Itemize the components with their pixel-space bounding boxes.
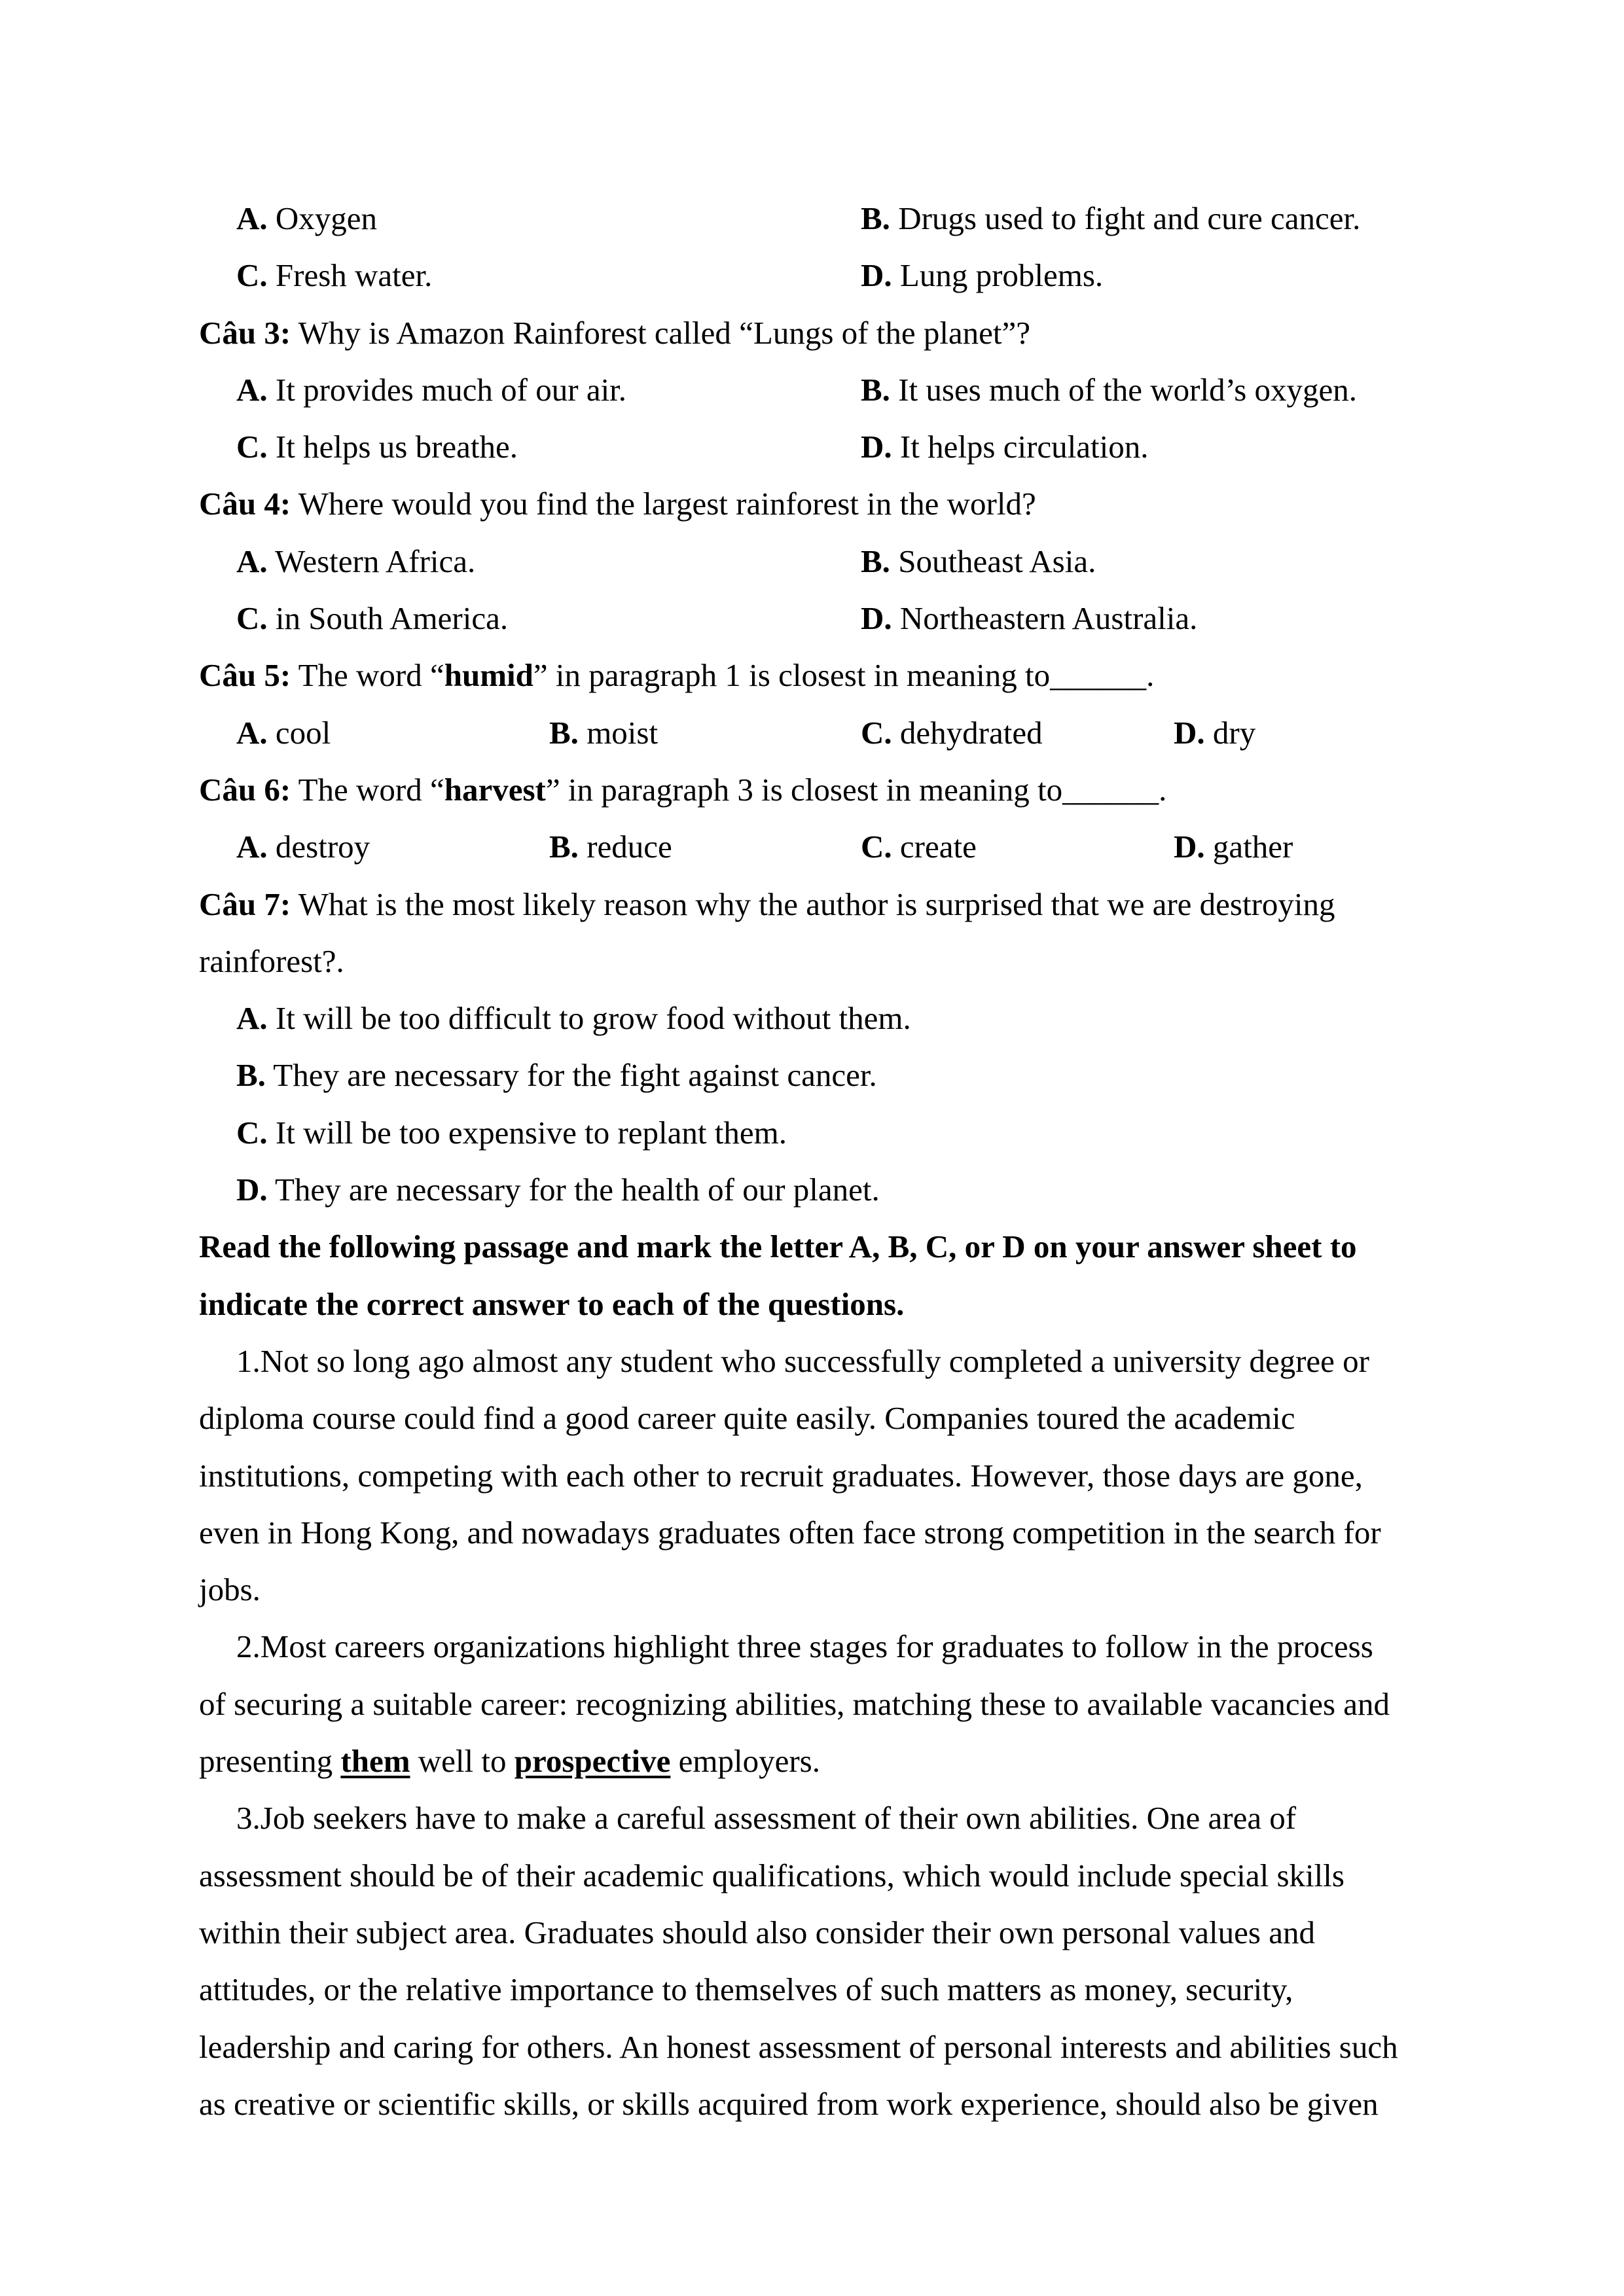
- option-d: D. Lung problems.: [861, 257, 1104, 294]
- passage-line: presenting them well to prospective employers.: [199, 1743, 820, 1780]
- passage-line: jobs.: [199, 1571, 261, 1608]
- option-a: A. cool: [236, 714, 331, 751]
- question-4: Câu 4: Where would you find the largest rainforest in the world?: [199, 486, 1036, 522]
- underlined-word-them: them: [340, 1743, 410, 1780]
- option-c: C. create: [861, 829, 977, 865]
- passage-line: assessment should be of their academic qualifications, which would include special skills: [199, 1857, 1344, 1893]
- option-a: A. It will be too difficult to grow food without them.: [236, 1000, 911, 1037]
- option-a: A. Oxygen: [236, 200, 378, 236]
- passage-line: attitudes, or the relative importance to themselves of such matters as money, security,: [199, 1971, 1293, 2008]
- instruction-line-1: Read the following passage and mark the letter A, B, C, or D on your answer sheet to: [199, 1229, 1357, 1265]
- underlined-word-prospective: prospective: [514, 1743, 671, 1780]
- option-c: C. dehydrated: [861, 714, 1043, 751]
- passage-line: as creative or scientific skills, or skills acquired from work experience, should also be given: [199, 2085, 1379, 2122]
- option-b: B. reduce: [549, 829, 672, 865]
- option-c: C. It will be too expensive to replant them.: [236, 1114, 787, 1151]
- option-a: A. Western Africa.: [236, 543, 476, 579]
- passage-line: of securing a suitable career: recognizing abilities, matching these to available vacancies and: [199, 1685, 1390, 1722]
- question-7-cont: rainforest?.: [199, 942, 344, 979]
- passage-line: institutions, competing with each other to recruit graduates. However, those days are gone,: [199, 1457, 1363, 1494]
- document-page: [0, 190, 1624, 2132]
- option-d: D. It helps circulation.: [861, 429, 1149, 465]
- passage-line: 3.Job seekers have to make a careful assessment of their own abilities. One area of: [236, 1800, 1297, 1837]
- option-a: A. It provides much of our air.: [236, 371, 627, 408]
- passage-line: within their subject area. Graduates should also consider their own personal values and: [199, 1914, 1315, 1950]
- option-d: D. Northeastern Australia.: [861, 600, 1198, 637]
- option-c: C. in South America.: [236, 600, 509, 637]
- question-6: Câu 6: The word “harvest” in paragraph 3 is closest in meaning to______.: [199, 771, 1167, 808]
- option-b: B. Drugs used to fight and cure cancer.: [861, 200, 1361, 236]
- question-3: Câu 3: Why is Amazon Rainforest called “Lungs of the planet”?: [199, 314, 1031, 351]
- passage-line: 1.Not so long ago almost any student who successfully completed a university degree or: [236, 1342, 1369, 1379]
- option-d: D. dry: [1174, 714, 1256, 751]
- instruction-line-2: indicate the correct answer to each of the questions.: [199, 1285, 905, 1322]
- option-c: C. Fresh water.: [236, 257, 433, 294]
- passage-line: 2.Most careers organizations highlight three stages for graduates to follow in the process: [236, 1628, 1373, 1665]
- option-b: B. It uses much of the world’s oxygen.: [861, 371, 1358, 408]
- q2-options-row-2: [0, 247, 1624, 304]
- question-7: Câu 7: What is the most likely reason why the author is surprised that we are destroying: [199, 886, 1335, 922]
- option-b: B. They are necessary for the fight against cancer.: [236, 1057, 877, 1094]
- question-5: Câu 5: The word “humid” in paragraph 1 is closest in meaning to______.: [199, 657, 1155, 694]
- option-b: B. moist: [549, 714, 659, 751]
- option-c: C. It helps us breathe.: [236, 429, 518, 465]
- option-b: B. Southeast Asia.: [861, 543, 1096, 579]
- option-d: D. gather: [1174, 829, 1293, 865]
- option-a: A. destroy: [236, 829, 370, 865]
- q2-options-row-1: [0, 190, 1624, 247]
- passage-line: leadership and caring for others. An honest assessment of personal interests and abilities such: [199, 2028, 1398, 2065]
- passage-line: even in Hong Kong, and nowadays graduates often face strong competition in the search for: [199, 1514, 1381, 1551]
- option-d: D. They are necessary for the health of our planet.: [236, 1172, 880, 1208]
- passage-line: diploma course could find a good career quite easily. Companies toured the academic: [199, 1400, 1295, 1437]
